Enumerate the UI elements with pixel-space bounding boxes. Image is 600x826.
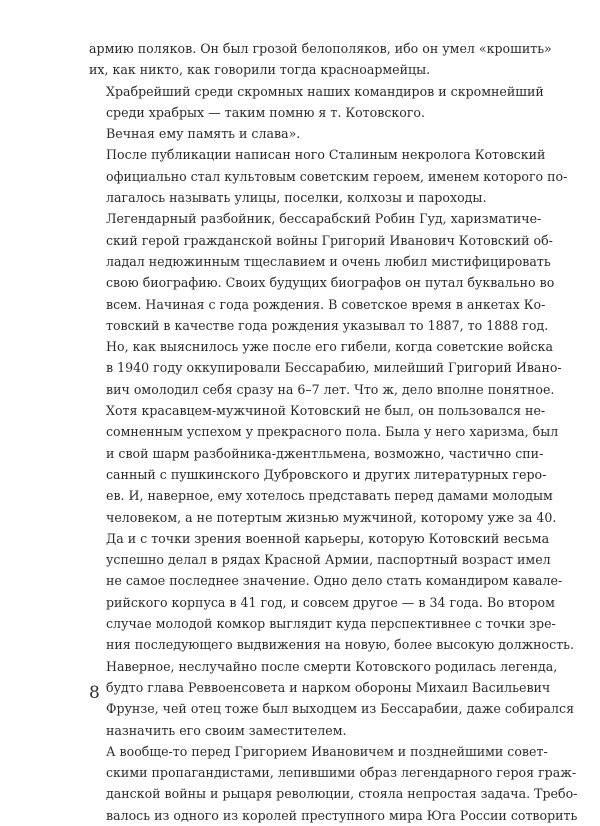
text-line: ский герой гражданской войны Григорий Иванович Котовский об- bbox=[106, 232, 553, 248]
paragraph bbox=[89, 208, 575, 740]
text-line: в 1940 году оккупировали Бессарабию, милейший Григорий Ивано- bbox=[106, 360, 562, 376]
text-line: среди храбрых — таким помню я т. Котовского. bbox=[106, 104, 426, 120]
body-text bbox=[89, 38, 578, 826]
text-line: ев. И, наверное, ему хотелось представать перед дамами молодым bbox=[106, 488, 553, 504]
text-line: Да и с точки зрения военной карьеры, которую Котовский весьма bbox=[106, 530, 550, 546]
text-line: Хотя красавцем-мужчиной Котовский не был, он пользовался не- bbox=[106, 403, 546, 419]
text-line: и свой шарм разбойника-джентльмена, возможно, частично спи- bbox=[106, 445, 544, 461]
text-line: сомненным успехом у прекрасного пола. Была у него харизма, был bbox=[106, 424, 559, 440]
text-line: данской войны и рыцаря революции, стояла непростая задача. Требо- bbox=[106, 786, 578, 802]
text-line: товский в качестве года рождения указывал то 1887, то 1888 год. bbox=[106, 317, 549, 333]
text-line: валось из одного из королей преступного мира Юга России сотворить bbox=[106, 807, 578, 823]
text-line: скими пропагандистами, лепившими образ легендарного героя граж- bbox=[106, 765, 577, 781]
text-line: их, как никто, как говорили тогда красноармейцы. bbox=[89, 62, 431, 78]
text-line: армию поляков. Он был грозой белополяков, ибо он умел «крошить» bbox=[89, 41, 552, 56]
text-line: Вечная ему память и слава». bbox=[106, 126, 301, 142]
text-line: ладал недюжинным тщеславием и очень любил мистифицировать bbox=[106, 253, 551, 269]
text-line: После публикации написан ного Сталиным некролога Котовский bbox=[106, 147, 546, 163]
text-line: Наверное, неслучайно после смерти Котовского родилась легенда, bbox=[106, 658, 558, 674]
text-line: Легендарный разбойник, бессарабский Робин Гуд, харизматиче- bbox=[106, 211, 542, 227]
text-line: вич омолодил себя сразу на 6–7 лет. Что ж, дело вполне понятное. bbox=[106, 381, 555, 397]
text-line: Фрунзе, чей отец тоже был выходцем из Бессарабии, даже собирался bbox=[106, 701, 575, 717]
text-line: лагалось называть улицы, поселки, колхозы и пароходы. bbox=[106, 190, 487, 206]
text-line: будто глава Реввоенсовета и нарком обороны Михаил Васильевич bbox=[106, 679, 551, 695]
text-line: назначить его своим заместителем. bbox=[106, 722, 347, 738]
text-line: ния последующего выдвижения на новую, более высокую должность. bbox=[106, 637, 575, 653]
text-line: Но, как выяснилось уже после его гибели, когда советские войска bbox=[106, 339, 553, 355]
text-line: свою биографию. Своих будущих биографов он путал буквально во bbox=[106, 275, 555, 291]
text-line: успешно делал в рядах Красной Армии, паспортный возраст имел bbox=[106, 552, 551, 568]
text-line: случае молодой комкор выглядит куда перспективнее с точки зре- bbox=[106, 616, 556, 632]
text-line: человеком, а не потертым жизнью мужчиной, которому уже за 40. bbox=[106, 509, 557, 525]
text-line: санный с пушкинского Дубровского и других литературных геро- bbox=[106, 466, 547, 482]
text-line: всем. Начиная с года рождения. В советское время в анкетах Ко- bbox=[106, 296, 546, 312]
paragraph bbox=[89, 123, 521, 144]
text-line: официально стал культовым советским героем, именем которого по- bbox=[106, 168, 568, 184]
text-line: А вообще-то перед Григорием Ивановичем и позднейшими совет- bbox=[106, 743, 548, 759]
paragraph bbox=[89, 144, 568, 208]
text-line: Храбрейший среди скромных наших командиров и скромнейший bbox=[106, 83, 544, 99]
paragraph bbox=[89, 81, 544, 124]
paragraph bbox=[89, 741, 578, 826]
text-line: не самое последнее значение. Одно дело стать командиром кавале- bbox=[106, 573, 563, 589]
text-line: рийского корпуса в 41 год, и совсем другое — в 34 года. Во втором bbox=[106, 594, 555, 610]
page-number: 8 bbox=[89, 683, 100, 703]
paragraph bbox=[89, 38, 552, 81]
